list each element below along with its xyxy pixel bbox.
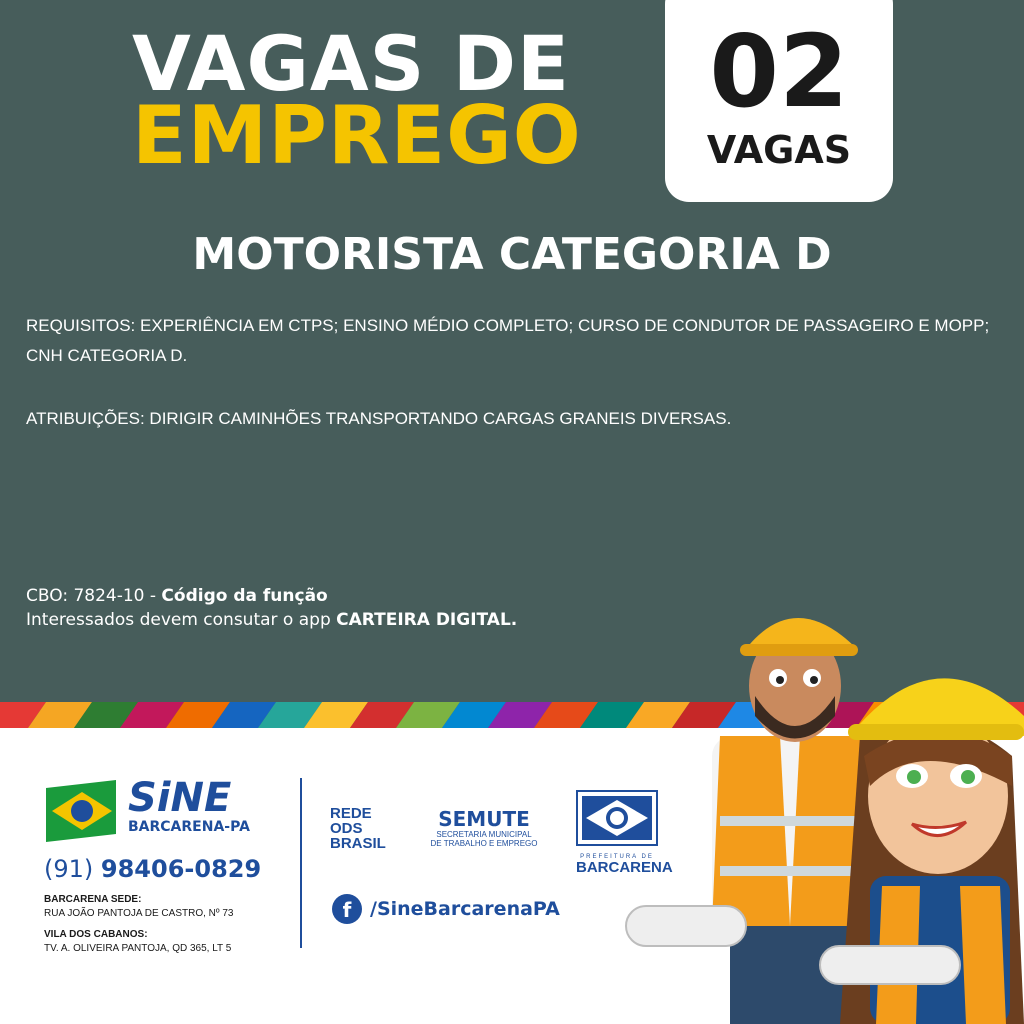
phone-area: (91) bbox=[44, 855, 101, 883]
interest-text: Interessados devem consutar o app bbox=[26, 610, 337, 630]
rede-line-3: BRASIL bbox=[330, 835, 386, 852]
cbo-line bbox=[26, 584, 328, 608]
vacancies-label: VAGAS bbox=[706, 128, 852, 172]
rede-ods-logo bbox=[330, 806, 390, 851]
prefeitura-label: PREFEITURA DE bbox=[580, 854, 654, 860]
semute-sub-2: DE TRABALHO E EMPREGO bbox=[430, 839, 538, 848]
job-requirements: REQUISITOS: EXPERIÊNCIA EM CTPS; ENSINO MÉDIO COMPLETO; CURSO DE CONDUTOR DE PASSAGEIRO E MOPP; CNH CATEGORIA D. bbox=[26, 316, 990, 365]
semute-logo bbox=[424, 808, 544, 848]
workers-illustration bbox=[620, 586, 1024, 1024]
cbo-note: Código da função bbox=[161, 586, 328, 606]
address2-label: VILA DOS CABANOS: bbox=[44, 929, 148, 940]
sine-logo-sub: BARCARENA-PA bbox=[128, 819, 250, 835]
vacancies-count: 02 bbox=[709, 13, 849, 130]
rede-line-1: REDE bbox=[330, 805, 372, 822]
title-line-1: VAGAS DE bbox=[132, 19, 570, 108]
interest-line bbox=[26, 608, 517, 632]
vacancies-badge bbox=[665, 0, 893, 202]
footer-divider bbox=[300, 778, 302, 948]
address1-label: BARCARENA SEDE: bbox=[44, 894, 142, 905]
phone-digits: 98406-0829 bbox=[100, 855, 262, 883]
job-duties: ATRIBUIÇÕES: DIRIGIR CAMINHÕES TRANSPORTANDO CARGAS GRANEIS DIVERSAS. bbox=[26, 409, 732, 428]
interest-app: CARTEIRA DIGITAL. bbox=[336, 610, 518, 630]
address1: RUA JOÃO PANTOJA DE CASTRO, Nº 73 bbox=[44, 908, 234, 919]
facebook-link[interactable]: /SineBarcarenaPA bbox=[370, 898, 560, 920]
cbo-code: CBO: 7824-10 - bbox=[26, 586, 162, 606]
rede-line-2: ODS bbox=[330, 820, 363, 837]
address2: TV. A. OLIVEIRA PANTOJA, QD 365, LT 5 bbox=[44, 943, 232, 954]
prefeitura-name: BARCARENA bbox=[576, 859, 673, 876]
title-line-2: EMPREGO bbox=[132, 89, 582, 182]
semute-title: SEMUTE bbox=[438, 807, 530, 831]
phone-number[interactable] bbox=[44, 854, 261, 884]
brazil-flag-icon bbox=[46, 780, 126, 842]
job-title: MOTORISTA CATEGORIA D bbox=[192, 229, 832, 280]
sine-logo-text: SiNE bbox=[128, 775, 232, 821]
facebook-icon[interactable]: f bbox=[332, 894, 362, 924]
semute-sub-1: SECRETARIA MUNICIPAL bbox=[436, 830, 532, 839]
